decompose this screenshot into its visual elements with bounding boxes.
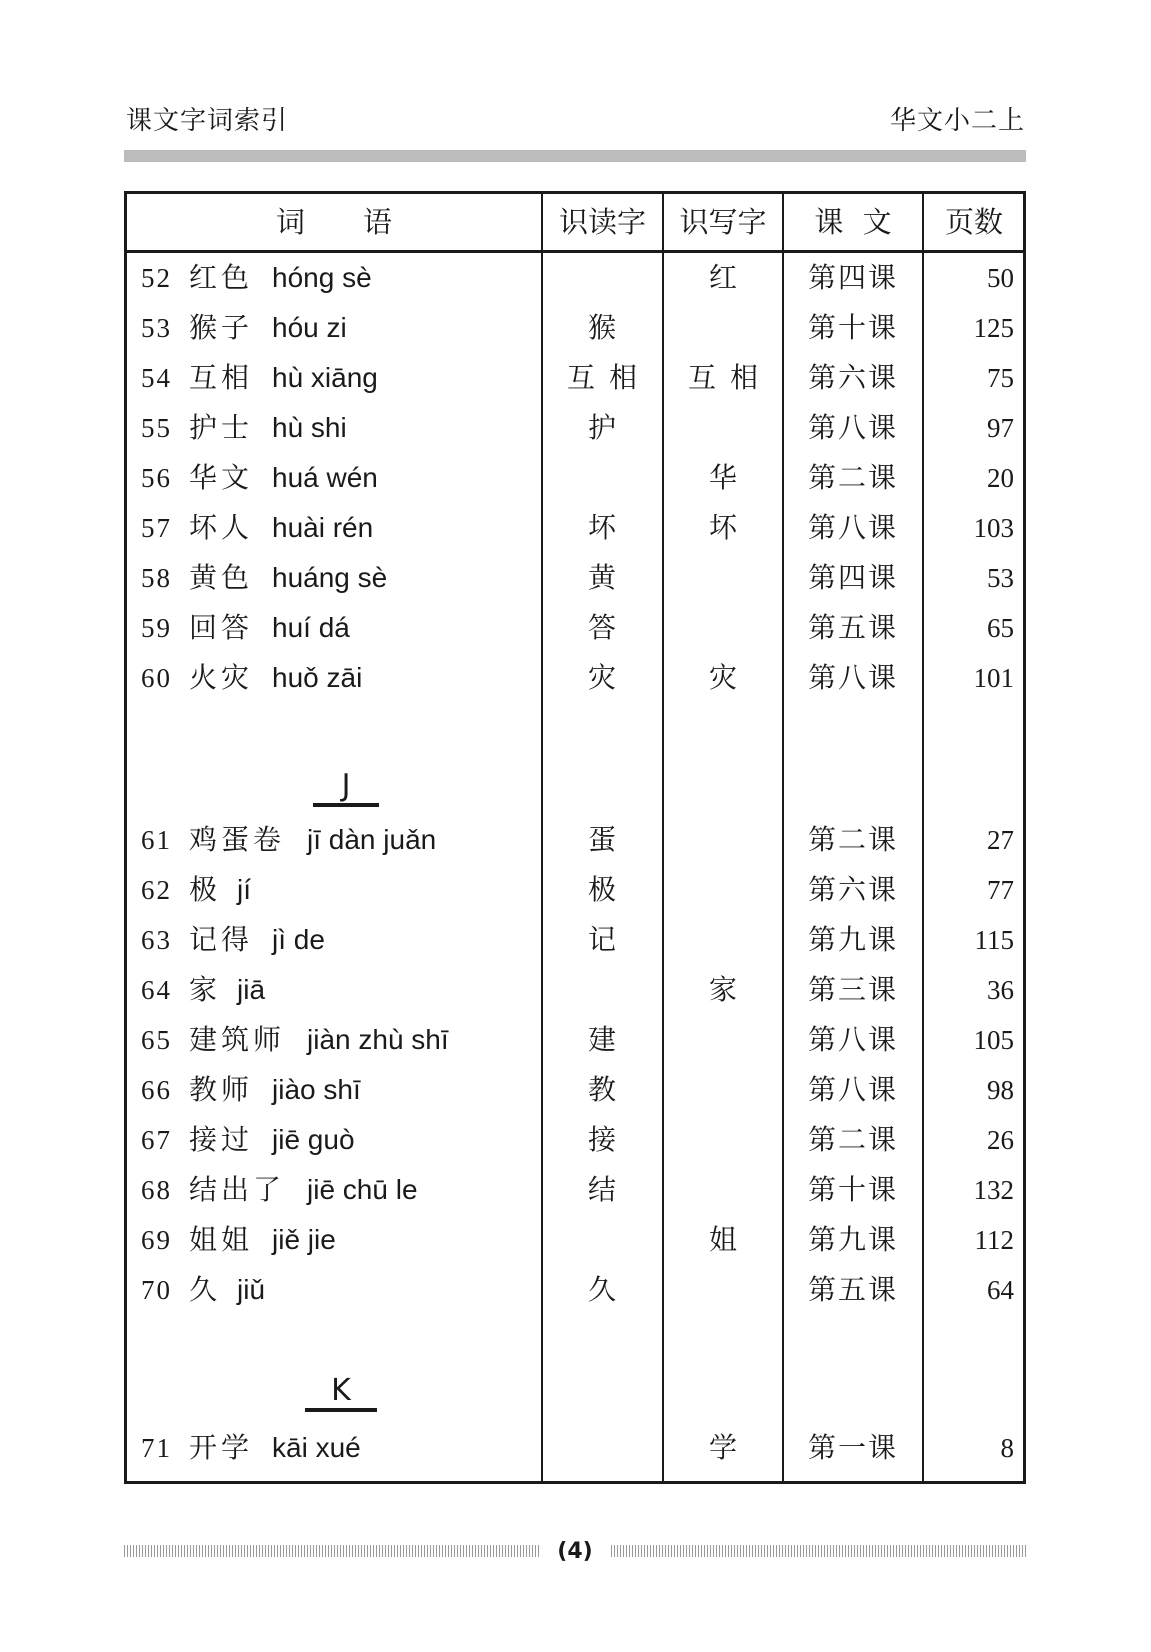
entry-number: 59 (141, 613, 172, 643)
entry-word: 接过 (189, 1123, 254, 1156)
entry-word: 极 (189, 873, 222, 906)
entry-lesson: 第五课 (807, 1273, 898, 1306)
entry-page: 98 (987, 1075, 1014, 1105)
entry-lesson: 第八课 (807, 511, 898, 544)
entry-lesson: 第六课 (807, 873, 898, 906)
page-number: (4) (557, 1539, 593, 1564)
entry-lesson: 第九课 (807, 923, 898, 956)
entry-read-chars: 护 (587, 411, 630, 444)
entry-page: 50 (987, 263, 1014, 293)
entry-number: 53 (141, 313, 172, 343)
entry-pinyin: huài rén (272, 512, 374, 543)
entry-lesson: 第八课 (807, 1073, 898, 1106)
entry-lesson: 第八课 (807, 411, 898, 444)
section-letter-k (305, 1374, 377, 1408)
entry-word: 护士 (189, 411, 254, 444)
entry-page: 53 (987, 563, 1014, 593)
entry-pinyin: jiē chū le (307, 1174, 418, 1205)
entry-read-chars: 记 (587, 923, 630, 956)
entry-read-chars: 答 (587, 611, 630, 644)
entry-pinyin: jiàn zhù shī (307, 1024, 449, 1055)
entry-read-chars: 建 (587, 1023, 630, 1056)
entry-write-chars: 红 (708, 261, 751, 294)
entry-word: 记得 (189, 923, 254, 956)
entry-lesson: 第四课 (807, 561, 898, 594)
entry-read-chars: 灾 (587, 661, 630, 694)
table-row (127, 553, 1023, 603)
table-row (127, 653, 1023, 703)
entry-lesson: 第十课 (807, 311, 898, 344)
entry-page: 8 (1000, 1433, 1014, 1463)
entry-write-chars: 家 (708, 973, 751, 1006)
entry-lesson: 第八课 (807, 1023, 898, 1056)
entry-number: 55 (141, 413, 172, 443)
entry-pinyin: jiǔ (237, 1274, 266, 1305)
entry-word: 教师 (189, 1073, 254, 1106)
entry-pinyin: jiào shī (272, 1074, 361, 1105)
entry-page: 77 (987, 875, 1014, 905)
table-row (127, 1065, 1023, 1115)
entry-page: 75 (987, 363, 1014, 393)
entry-read-chars: 黄 (587, 561, 630, 594)
header-write-chars: 识写字 (679, 205, 767, 239)
entry-number: 67 (141, 1125, 172, 1155)
table-row (127, 1423, 1023, 1473)
entry-write-chars: 姐 (708, 1223, 751, 1256)
entry-word: 鸡蛋卷 (189, 823, 286, 856)
entry-read-chars: 接 (587, 1123, 630, 1156)
entry-pinyin: hù xiāng (272, 362, 378, 393)
entry-word: 红色 (189, 261, 254, 294)
table-row (127, 353, 1023, 403)
entry-number: 60 (141, 663, 172, 693)
entry-write-chars: 华 (708, 461, 751, 494)
entry-write-chars: 互相 (687, 361, 772, 394)
entry-word: 黄色 (189, 561, 254, 594)
entry-word: 结出了 (189, 1173, 286, 1206)
table-row (127, 1165, 1023, 1215)
entry-page: 125 (973, 313, 1014, 343)
running-head-book-title: 华文小二上 (889, 106, 1025, 136)
header-lesson: 课 文 (814, 205, 892, 239)
entry-read-chars: 猴 (587, 311, 630, 344)
table-row (127, 453, 1023, 503)
entry-pinyin: jiě jie (272, 1224, 336, 1255)
entry-lesson: 第八课 (807, 661, 898, 694)
entry-word: 猴子 (189, 311, 254, 344)
entry-page: 36 (987, 975, 1014, 1005)
entry-read-chars: 坏 (587, 511, 630, 544)
section-underline (313, 803, 379, 807)
page-footer (124, 1538, 1026, 1566)
entry-write-chars: 坏 (708, 511, 751, 544)
running-head-index-title: 课文字词索引 (126, 106, 289, 136)
entry-pinyin: hóng sè (272, 262, 372, 293)
table-row (127, 303, 1023, 353)
entry-lesson: 第三课 (807, 973, 898, 1006)
section-underline (305, 1408, 377, 1412)
entry-number: 69 (141, 1225, 172, 1255)
entry-word: 姐姐 (189, 1223, 254, 1256)
table-row (127, 1265, 1023, 1315)
entry-number: 71 (141, 1433, 172, 1463)
entry-page: 112 (974, 1225, 1014, 1255)
header-word: 词 语 (275, 205, 392, 239)
entry-word: 互相 (189, 361, 254, 394)
entry-page: 103 (973, 513, 1014, 543)
entry-lesson: 第五课 (807, 611, 898, 644)
entry-page: 115 (974, 925, 1014, 955)
header-divider-bar (124, 150, 1026, 162)
entry-page: 105 (973, 1025, 1014, 1055)
table-row (127, 403, 1023, 453)
entry-number: 68 (141, 1175, 172, 1205)
entry-number: 56 (141, 463, 172, 493)
entry-number: 63 (141, 925, 172, 955)
vocabulary-index-table (124, 191, 1026, 1484)
entry-pinyin: huá wén (272, 462, 378, 493)
entry-number: 54 (141, 363, 172, 393)
entry-number: 66 (141, 1075, 172, 1105)
entry-read-chars: 极 (587, 873, 630, 906)
entry-word: 坏人 (189, 511, 254, 544)
entry-lesson: 第十课 (807, 1173, 898, 1206)
table-row (127, 503, 1023, 553)
entry-page: 26 (987, 1125, 1014, 1155)
table-row (127, 965, 1023, 1015)
section-letter-text: K (331, 1373, 351, 1408)
entry-write-chars: 灾 (708, 661, 751, 694)
entry-number: 61 (141, 825, 172, 855)
entry-number: 58 (141, 563, 172, 593)
entry-pinyin: jì de (272, 924, 325, 955)
entry-page: 64 (987, 1275, 1014, 1305)
section-letter-j (313, 769, 379, 803)
entry-lesson: 第四课 (807, 261, 898, 294)
table-row (127, 1015, 1023, 1065)
entry-lesson: 第二课 (807, 461, 898, 494)
section-letter-text: J (341, 768, 351, 803)
entry-read-chars: 互相 (566, 361, 651, 394)
entry-read-chars: 蛋 (587, 823, 630, 856)
entry-number: 52 (141, 263, 172, 293)
entry-number: 64 (141, 975, 172, 1005)
entry-pinyin: jiē guò (272, 1124, 355, 1155)
entry-pinyin: hóu zi (272, 312, 347, 343)
entry-word: 久 (189, 1273, 222, 1306)
entry-number: 70 (141, 1275, 172, 1305)
entry-lesson: 第二课 (807, 823, 898, 856)
entry-page: 97 (987, 413, 1014, 443)
entry-page: 20 (987, 463, 1014, 493)
entry-lesson: 第九课 (807, 1223, 898, 1256)
entry-read-chars: 久 (587, 1273, 630, 1306)
entry-write-chars: 学 (708, 1431, 751, 1464)
entry-word: 开学 (189, 1431, 254, 1464)
entry-page: 65 (987, 613, 1014, 643)
entry-page: 27 (987, 825, 1014, 855)
entry-lesson: 第二课 (807, 1123, 898, 1156)
table-row (127, 603, 1023, 653)
entry-lesson: 第一课 (807, 1431, 898, 1464)
entry-pinyin: jiā (237, 974, 266, 1005)
entry-pinyin: huáng sè (272, 562, 388, 593)
entry-page: 132 (973, 1175, 1014, 1205)
entry-pinyin: hù shi (272, 412, 347, 443)
entry-word: 火灾 (189, 661, 254, 694)
table-row (127, 865, 1023, 915)
entry-read-chars: 结 (587, 1173, 630, 1206)
table-row (127, 815, 1023, 865)
entry-number: 62 (141, 875, 172, 905)
footer-decorative-rule (611, 1545, 1026, 1557)
entry-word: 建筑师 (189, 1023, 286, 1056)
entry-pinyin: jí (237, 874, 251, 905)
header-page: 页数 (944, 205, 1003, 239)
entry-pinyin: huí dá (272, 612, 350, 643)
entry-read-chars: 教 (587, 1073, 630, 1106)
entry-pinyin: jī dàn juǎn (307, 824, 437, 855)
table-row (127, 253, 1023, 303)
header-read-chars: 识读字 (558, 205, 646, 239)
entry-pinyin: huǒ zāi (272, 662, 363, 693)
entry-word: 华文 (189, 461, 254, 494)
table-row (127, 915, 1023, 965)
entry-word: 回答 (189, 611, 254, 644)
entry-pinyin: kāi xué (272, 1432, 361, 1463)
entry-lesson: 第六课 (807, 361, 898, 394)
entry-word: 家 (189, 973, 222, 1006)
table-row (127, 1215, 1023, 1265)
entry-number: 65 (141, 1025, 172, 1055)
entry-page: 101 (973, 663, 1014, 693)
table-row (127, 1115, 1023, 1165)
entry-number: 57 (141, 513, 172, 543)
